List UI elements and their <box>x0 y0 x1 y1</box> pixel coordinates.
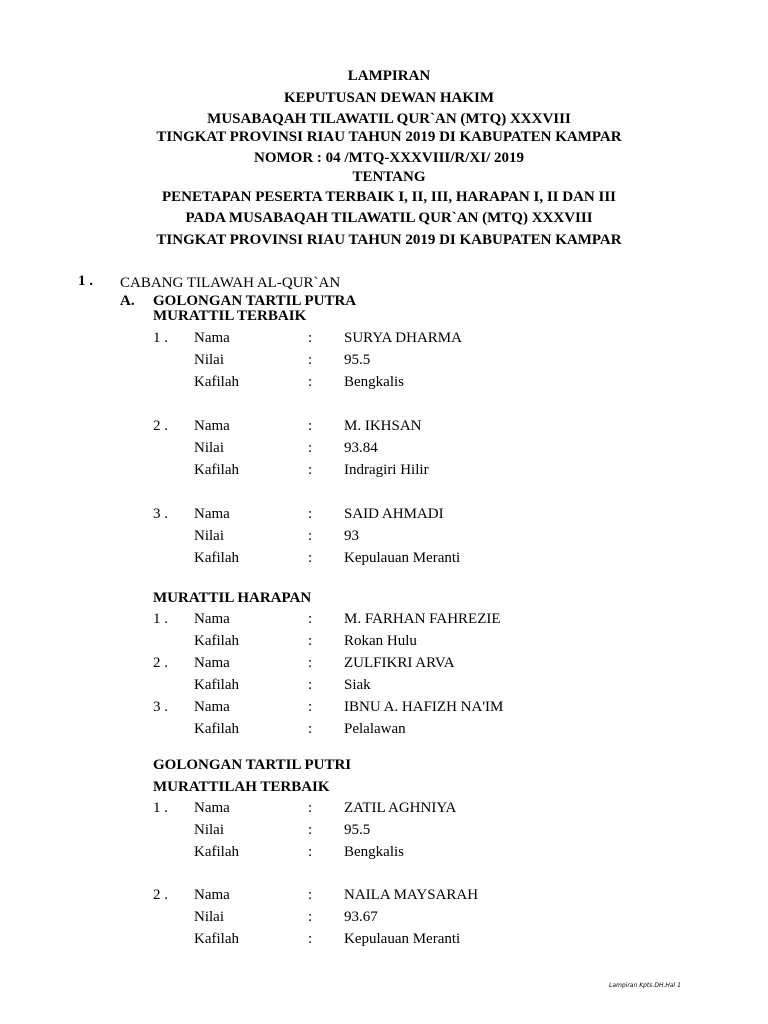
nama-label: Nama <box>194 506 230 522</box>
putri-group-title: GOLONGAN TARTIL PUTRI <box>153 757 352 773</box>
colon: : <box>308 506 313 522</box>
header-line-3: MUSABAQAH TILAWATIL QUR`AN (MTQ) XXXVIII <box>207 111 571 127</box>
subsection-letter: A. <box>120 293 135 309</box>
nilai-label: Nilai <box>194 440 224 456</box>
colon: : <box>308 528 313 544</box>
kafilah-value: Pelalawan <box>344 721 406 737</box>
nama-label: Nama <box>194 611 230 627</box>
kafilah-value: Indragiri Hilir <box>344 462 429 478</box>
putri-terbaik-heading: MURATTILAH TERBAIK <box>153 779 330 795</box>
colon: : <box>308 677 313 693</box>
subsection-title: GOLONGAN TARTIL PUTRA <box>153 293 357 309</box>
kafilah-value: Bengkalis <box>344 844 404 860</box>
kafilah-value: Kepulauan Meranti <box>344 931 461 947</box>
header-line-2: KEPUTUSAN DEWAN HAKIM <box>283 90 494 106</box>
entry-number: 2 . <box>153 655 168 671</box>
kafilah-value: Rokan Hulu <box>344 633 417 649</box>
nilai-label: Nilai <box>194 909 224 925</box>
putra-terbaik-heading: MURATTIL TERBAIK <box>153 308 307 324</box>
header-line-6: TENTANG <box>352 169 426 185</box>
colon: : <box>308 550 313 566</box>
nama-value: M. IKHSAN <box>344 418 422 434</box>
kafilah-label: Kafilah <box>194 844 239 860</box>
header-line-8: PADA MUSABAQAH TILAWATIL QUR`AN (MTQ) XXXVIII <box>185 210 593 226</box>
nilai-value: 93.67 <box>344 909 378 925</box>
header-line-7: PENETAPAN PESERTA TERBAIK I, II, III, HARAPAN I, II DAN III <box>162 189 616 205</box>
nama-label: Nama <box>194 800 230 816</box>
kafilah-value: Bengkalis <box>344 374 404 390</box>
nilai-value: 95.5 <box>344 822 371 838</box>
section-title: CABANG TILAWAH AL-QUR`AN <box>120 275 341 291</box>
nama-label: Nama <box>194 418 230 434</box>
putra-harapan-heading: MURATTIL HARAPAN <box>153 590 312 606</box>
nama-value: ZATIL AGHNIYA <box>344 800 457 816</box>
section-number: 1 . <box>78 273 93 289</box>
entry-number: 2 . <box>153 418 168 434</box>
colon: : <box>308 822 313 838</box>
nama-value: ZULFIKRI ARVA <box>344 655 455 671</box>
kafilah-value: Kepulauan Meranti <box>344 550 461 566</box>
kafilah-value: Siak <box>344 677 371 693</box>
nama-value: SURYA DHARMA <box>344 330 462 346</box>
colon: : <box>308 330 313 346</box>
nama-label: Nama <box>194 655 230 671</box>
kafilah-label: Kafilah <box>194 677 239 693</box>
nama-value: IBNU A. HAFIZH NA'IM <box>344 699 504 715</box>
colon: : <box>308 887 313 903</box>
header-line-4: TINGKAT PROVINSI RIAU TAHUN 2019 DI KABUPATEN KAMPAR <box>156 129 622 145</box>
colon: : <box>308 352 313 368</box>
header-line-9: TINGKAT PROVINSI RIAU TAHUN 2019 DI KABUPATEN KAMPAR <box>156 232 622 248</box>
entry-number: 1 . <box>153 330 168 346</box>
nilai-label: Nilai <box>194 822 224 838</box>
colon: : <box>308 909 313 925</box>
colon: : <box>308 721 313 737</box>
entry-number: 1 . <box>153 611 168 627</box>
header-line-1: LAMPIRAN <box>347 68 431 84</box>
kafilah-label: Kafilah <box>194 721 239 737</box>
entry-number: 1 . <box>153 800 168 816</box>
colon: : <box>308 655 313 671</box>
header-line-5: NOMOR : 04 /MTQ-XXXVIII/R/XI/ 2019 <box>254 150 524 166</box>
nilai-label: Nilai <box>194 528 224 544</box>
nilai-value: 93 <box>344 528 359 544</box>
nama-value: M. FARHAN FAHREZIE <box>344 611 501 627</box>
nama-label: Nama <box>194 699 230 715</box>
nilai-value: 95.5 <box>344 352 371 368</box>
entry-number: 3 . <box>153 506 168 522</box>
entry-number: 3 . <box>153 699 168 715</box>
kafilah-label: Kafilah <box>194 374 239 390</box>
colon: : <box>308 800 313 816</box>
colon: : <box>308 462 313 478</box>
kafilah-label: Kafilah <box>194 550 239 566</box>
nilai-label: Nilai <box>194 352 224 368</box>
entry-number: 2 . <box>153 887 168 903</box>
kafilah-label: Kafilah <box>194 633 239 649</box>
colon: : <box>308 633 313 649</box>
colon: : <box>308 931 313 947</box>
kafilah-label: Kafilah <box>194 462 239 478</box>
nama-value: NAILA MAYSARAH <box>344 887 479 903</box>
kafilah-label: Kafilah <box>194 931 239 947</box>
colon: : <box>308 844 313 860</box>
colon: : <box>308 374 313 390</box>
colon: : <box>308 611 313 627</box>
nama-value: SAID AHMADI <box>344 506 444 522</box>
nilai-value: 93.84 <box>344 440 378 456</box>
colon: : <box>308 440 313 456</box>
nama-label: Nama <box>194 330 230 346</box>
nama-label: Nama <box>194 887 230 903</box>
page-footer: Lampiran Kpts.DH.Hal 1 <box>609 982 681 989</box>
colon: : <box>308 699 313 715</box>
colon: : <box>308 418 313 434</box>
